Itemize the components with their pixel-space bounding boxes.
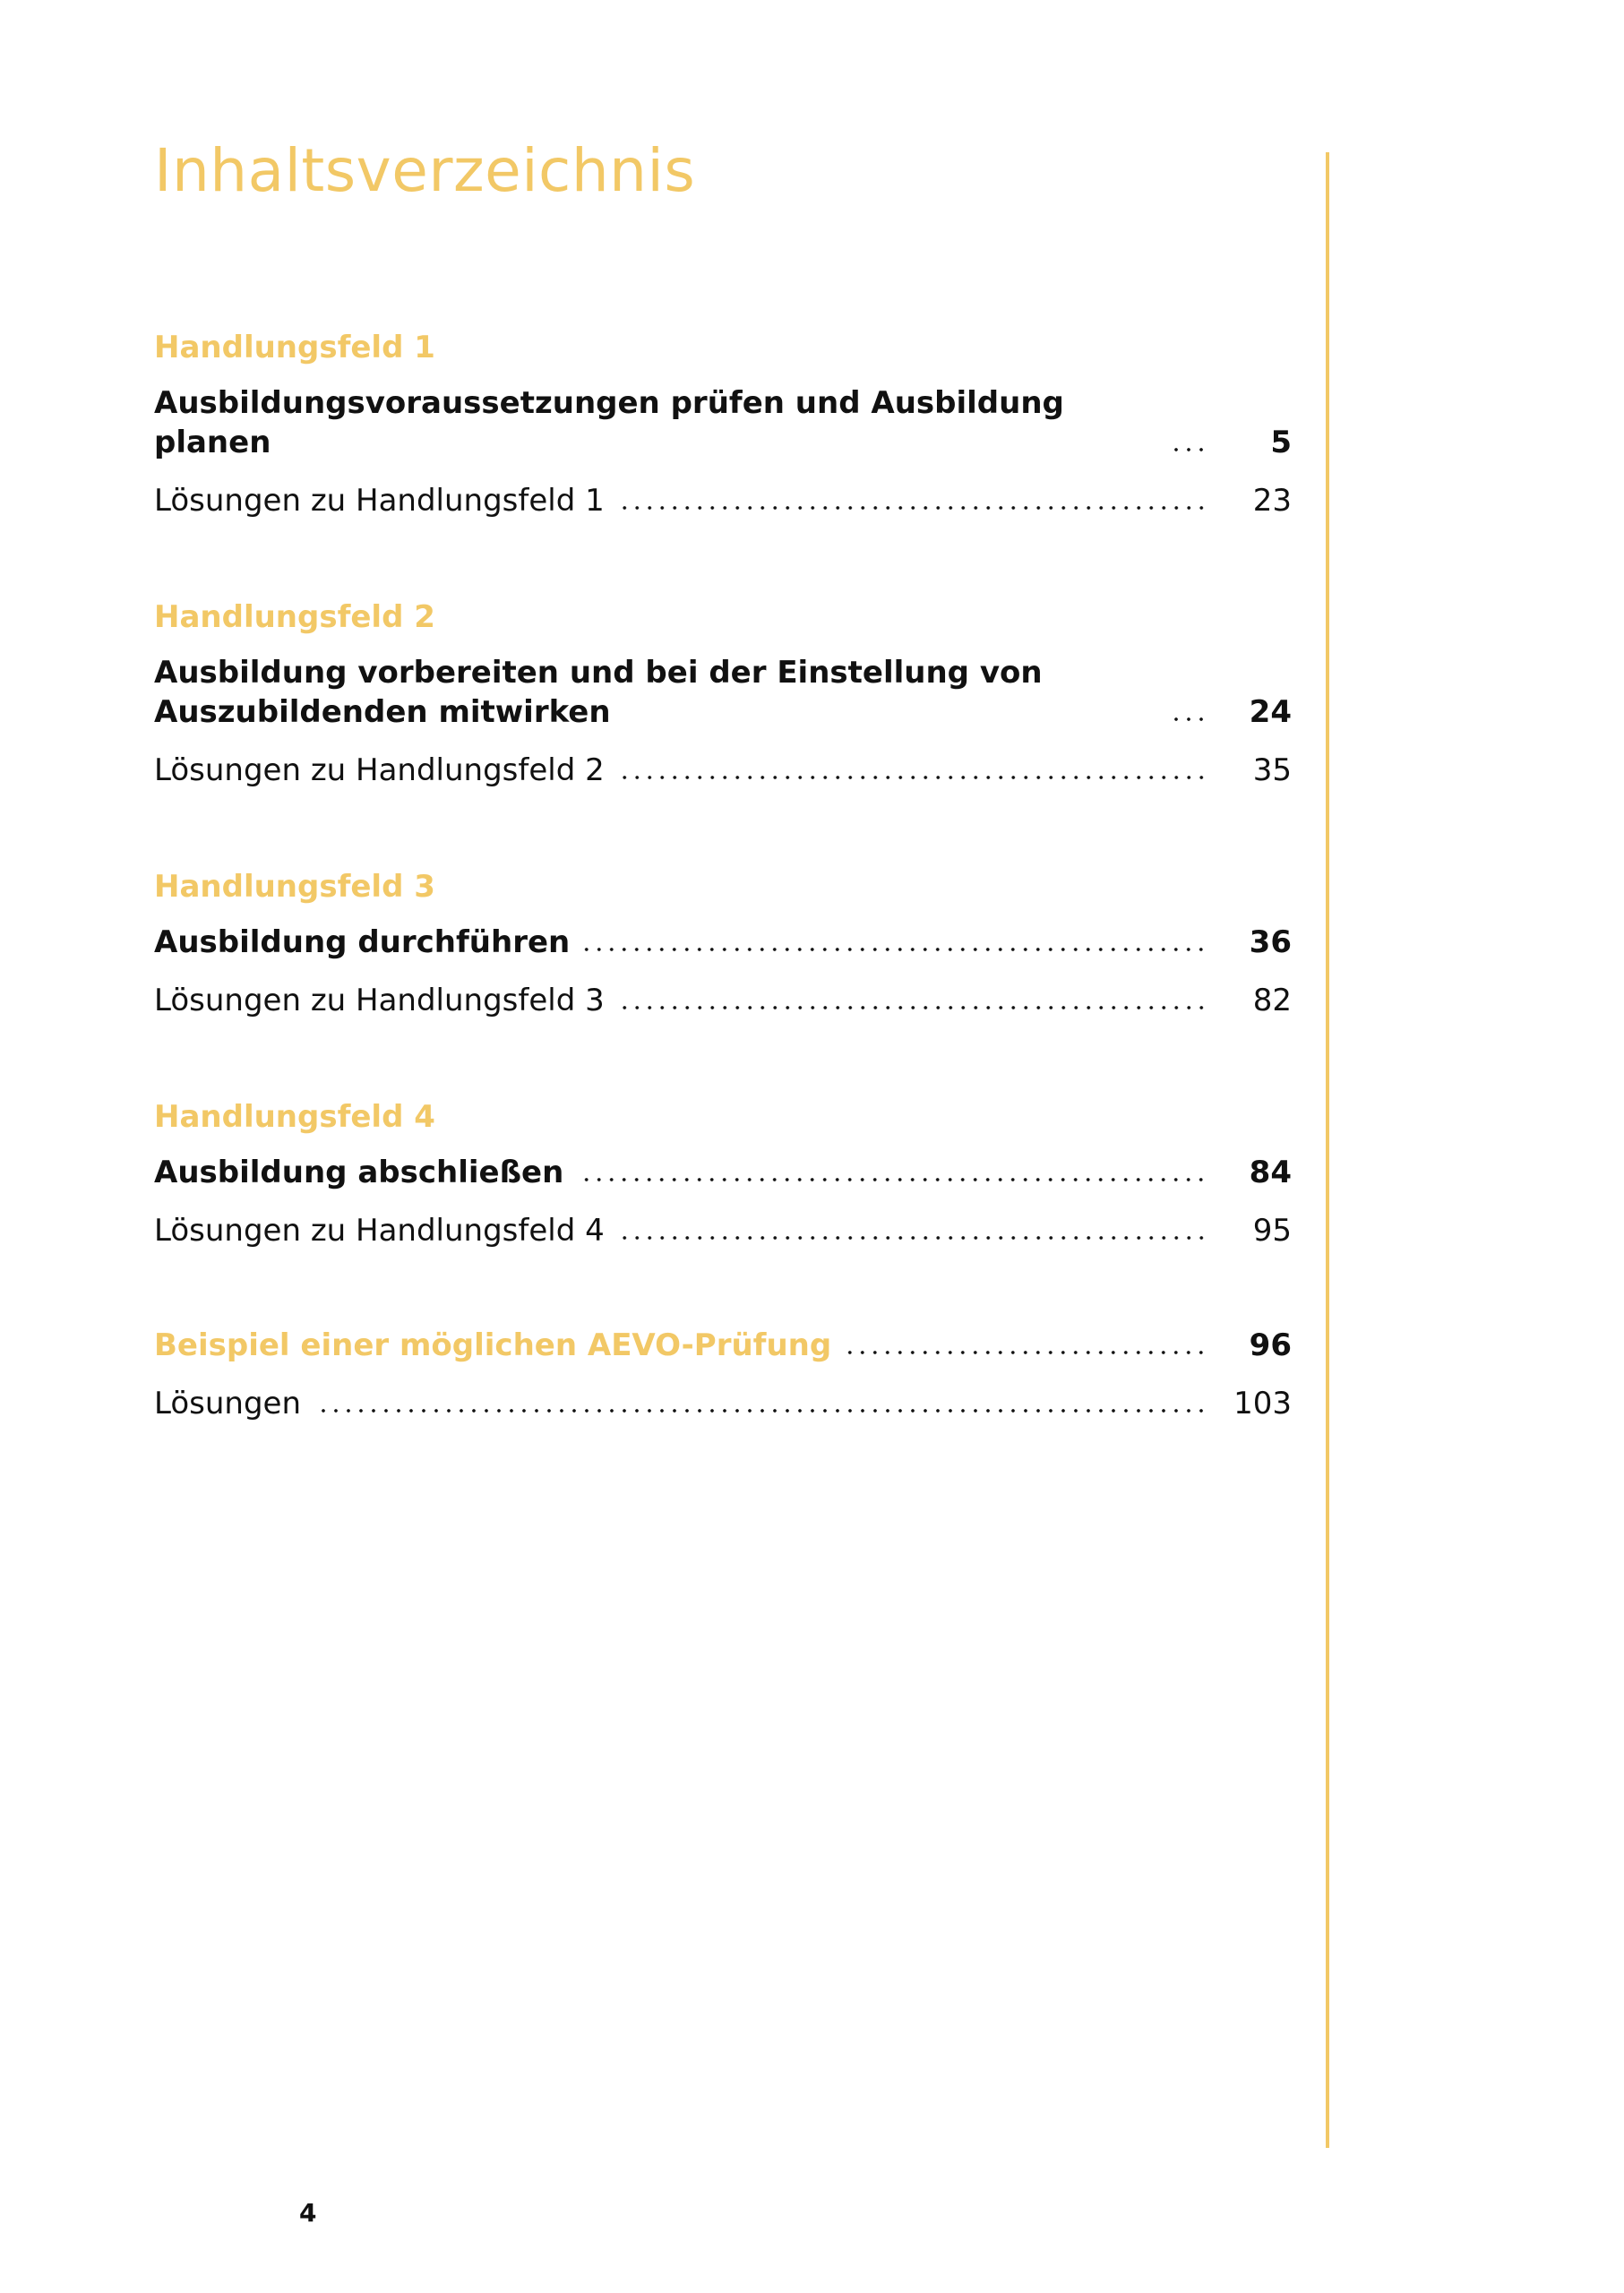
- toc-section-handlungsfeld-2: [154, 596, 1292, 790]
- section-heading: Handlungsfeld 2: [154, 599, 435, 635]
- toc-entry-page: 84: [1249, 1155, 1292, 1190]
- dot-leader: [576, 1178, 1207, 1181]
- dot-leader: [1172, 717, 1207, 721]
- toc-section-handlungsfeld-3: [154, 865, 1292, 1020]
- dot-leader: [582, 948, 1207, 951]
- dot-leader: [844, 1351, 1207, 1354]
- toc-entry[interactable]: [154, 653, 1292, 732]
- toc-entry[interactable]: [154, 923, 1292, 962]
- toc-entry-title: Lösungen: [154, 1386, 302, 1421]
- toc-entry-title: Ausbildung vorbereiten und bei der Einstellung von Auszubildenden mitwirken: [154, 655, 1043, 730]
- toc-entry-title: Lösungen zu Handlungsfeld 4: [154, 1213, 605, 1249]
- dot-leader: [314, 1409, 1207, 1413]
- toc-section-handlungsfeld-4: [154, 1095, 1292, 1250]
- toc-entry-page: 96: [1249, 1327, 1292, 1363]
- toc-entry[interactable]: [154, 751, 1292, 790]
- toc-entry[interactable]: [154, 1384, 1292, 1423]
- toc-entry-page: 103: [1233, 1386, 1292, 1421]
- dot-leader: [617, 506, 1207, 510]
- section-heading: Handlungsfeld 3: [154, 869, 435, 905]
- dot-leader: [617, 1236, 1207, 1240]
- dot-leader: [1172, 448, 1207, 451]
- toc-entry-exam[interactable]: [154, 1326, 1292, 1365]
- page-number: 4: [299, 2198, 317, 2228]
- table-of-contents: [154, 326, 1292, 1423]
- toc-entry-page: 36: [1249, 924, 1292, 960]
- toc-entry-title: Ausbildung durchführen: [154, 924, 571, 960]
- accent-vertical-rule: [1326, 152, 1329, 2148]
- toc-entry-page: 95: [1252, 1213, 1292, 1249]
- toc-section-exam: [154, 1326, 1292, 1423]
- section-heading: Handlungsfeld 1: [154, 330, 435, 365]
- toc-entry[interactable]: [154, 383, 1292, 462]
- toc-entry[interactable]: [154, 1211, 1292, 1250]
- toc-entry-page: 24: [1249, 694, 1292, 730]
- toc-entry[interactable]: [154, 1153, 1292, 1192]
- toc-entry-title: Ausbildung abschließen: [154, 1155, 564, 1190]
- dot-leader: [617, 1006, 1207, 1009]
- toc-entry-title: Lösungen zu Handlungsfeld 2: [154, 752, 605, 788]
- toc-section-handlungsfeld-1: [154, 326, 1292, 520]
- toc-entry[interactable]: [154, 981, 1292, 1020]
- toc-entry-title: Beispiel einer möglichen AEVO-Prüfung: [154, 1327, 832, 1363]
- dot-leader: [617, 776, 1207, 779]
- toc-entry-title: Lösungen zu Handlungsfeld 1: [154, 483, 605, 519]
- section-heading: Handlungsfeld 4: [154, 1099, 435, 1135]
- toc-entry[interactable]: [154, 481, 1292, 520]
- toc-entry-page: 82: [1252, 983, 1292, 1018]
- toc-entry-title: Lösungen zu Handlungsfeld 3: [154, 983, 605, 1018]
- toc-entry-page: 35: [1252, 752, 1292, 788]
- toc-entry-page: 5: [1270, 425, 1292, 460]
- toc-entry-page: 23: [1252, 483, 1292, 519]
- toc-entry-title: Ausbildungsvoraussetzungen prüfen und Ausbildung planen: [154, 385, 1064, 460]
- page-title: Inhaltsverzeichnis: [154, 136, 696, 205]
